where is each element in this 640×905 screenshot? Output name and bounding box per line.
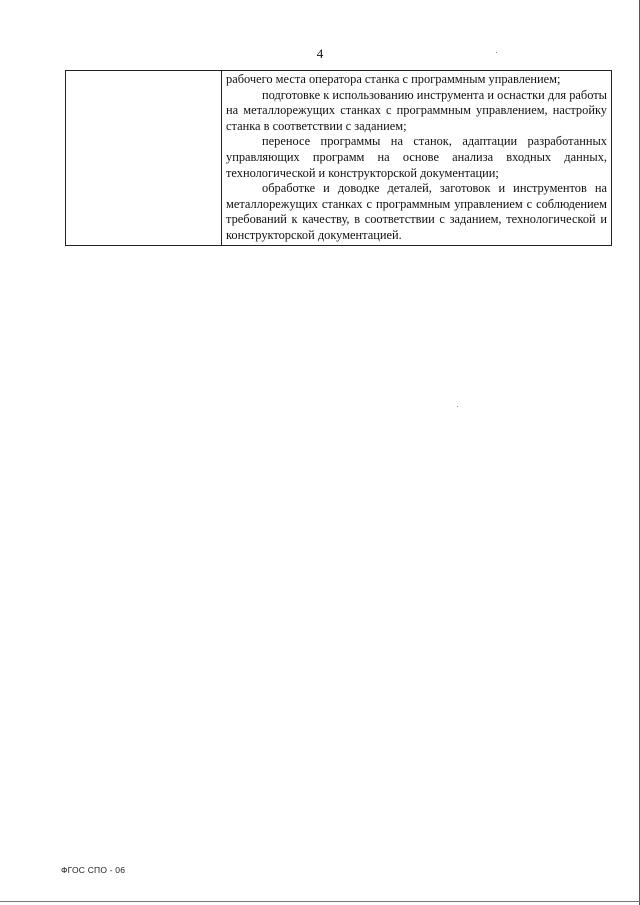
list-item: обработке и доводке деталей, заготовок и инструментов на металлорежущих станках с программным управлением с соблюдением требований к качеству, в соответствии с заданием, технологической и конструкторской документацией.	[226, 181, 607, 242]
table-cell-right	[222, 71, 612, 246]
scan-speck	[457, 406, 458, 407]
scan-edge-bottom	[0, 901, 640, 902]
table-cell-left	[66, 71, 222, 246]
table-row	[66, 71, 612, 246]
page-number: 4	[316, 46, 324, 61]
footer-document-code: ФГОС СПО - 06	[61, 865, 126, 875]
scan-speck	[496, 52, 497, 53]
list-item: подготовке к использованию инструмента и оснастки для работы на металлорежущих станках с программным управлением, настройку станка в соответствии с заданием;	[226, 87, 607, 133]
competency-table	[65, 70, 612, 246]
list-item: переносе программы на станок, адаптации разработанных управляющих программ на основе анализа входных данных, технологической и конструкторской документации;	[226, 134, 607, 180]
list-item: рабочего места оператора станка с программным управлением;	[226, 72, 561, 86]
